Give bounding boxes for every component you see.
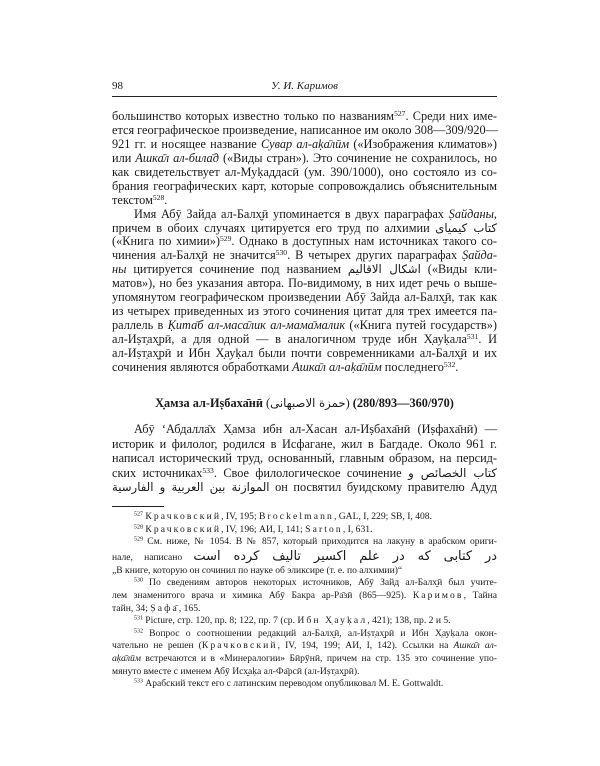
text-run: мянуто вместе с именем Абӯ Исх̮аḳа ал-Фа̄рсӣ (ал-Иṣт̣ах̮рӣ).	[112, 665, 360, 677]
text-run: Ṣайда-	[462, 248, 497, 263]
text-line	[112, 291, 497, 305]
footnote-ref: 529	[220, 234, 232, 244]
text-line	[112, 511, 497, 524]
text-run: .	[164, 192, 168, 207]
page-header	[112, 80, 497, 95]
text-run: , I, 631.	[342, 523, 373, 535]
text-line	[112, 640, 497, 653]
text-run: ется географическое произведение, написанное им около 308—309/920—	[112, 122, 498, 137]
text-run: из четырех приведенных из этого сочинения цитат для трех имеется па-	[112, 304, 497, 319]
text-line	[112, 361, 497, 375]
text-run: См. ниже, № 1054. В № 857, который приходится на лакуну в арабском ориги-	[142, 536, 497, 548]
text-run: последнего	[381, 359, 444, 374]
text-run: (	[262, 396, 271, 410]
text-run: или	[112, 150, 136, 165]
footnote	[112, 615, 497, 628]
arabic-text: كتاب الخصائص و	[408, 465, 497, 480]
footnote-ref: 531	[134, 615, 143, 622]
text-run: Сувар ал-аḳа̄лӣм	[260, 136, 350, 151]
footnote	[112, 577, 497, 615]
text-run: Каримов	[412, 589, 464, 601]
text-run: . Среди них име-	[405, 109, 497, 123]
text-run: упомянутом географическом произведении Абӯ Зайда ал-Балх̮ӣ, так как	[112, 290, 497, 305]
footnote-ref: 528	[152, 192, 165, 202]
text-run: Арабский текст его с латинским переводом опубликовал M. E. Gottwaldt.	[142, 678, 444, 690]
footnote-ref: 530	[275, 248, 288, 258]
text-run: Крачковский	[145, 523, 222, 535]
text-line	[112, 263, 497, 277]
text-run: («Виды стран»). Это сочинение не сохранилось, но	[218, 150, 497, 165]
page-number: 98	[112, 80, 123, 92]
text-line	[112, 124, 497, 138]
text-run: . Свое филологическое сочинение	[213, 465, 409, 480]
text-run: . И	[478, 332, 498, 346]
text-run: Абӯ ‘Абдалла̄х Х̣амза ибн ал-Хасан ал-Иṣбаха̄нӣ (Иṣфаха̄нӣ) —	[134, 422, 497, 436]
footnote	[112, 678, 497, 691]
text-run: Ḳита̄б ал-маса̄лик ал-мама̄малик	[167, 318, 346, 333]
text-run: 921 гг. и носящее название	[112, 136, 261, 151]
text-line	[112, 466, 497, 481]
text-line	[112, 333, 497, 347]
text-run: .	[455, 359, 459, 374]
arabic-text: اشكال الاقاليم	[347, 262, 421, 277]
text-line	[112, 194, 497, 208]
section-heading	[112, 396, 497, 410]
text-run: , Тайна	[463, 589, 498, 601]
arabic-text: الموازنة بين العربية و الفارسية	[112, 480, 270, 494]
text-line	[112, 347, 497, 361]
text-run: Крачковский	[145, 511, 222, 522]
footnote	[112, 524, 497, 537]
text-run: («Изображения климатов»)	[349, 136, 497, 151]
text-run: ны	[112, 262, 127, 277]
text-run: Sarton	[305, 523, 343, 535]
text-run: нале, написано	[112, 551, 194, 563]
text-line	[112, 666, 497, 679]
footnote	[112, 536, 497, 577]
text-run: лем знаменитого врача и химика Абӯ Бакра ар-Ра̄зӣ (865—925).	[112, 589, 413, 601]
footnote-ref: 532	[134, 628, 143, 635]
text-line	[112, 305, 497, 319]
text-line	[112, 653, 497, 666]
text-run: , IV, 195;	[221, 511, 260, 522]
text-line	[112, 110, 497, 124]
header-rule	[112, 96, 497, 97]
text-line	[112, 678, 497, 691]
arabic-text: كتاب كيمياى	[435, 220, 497, 235]
text-run: встречаются и в «Минералогии» Бӣрӯнӣ, причем на стр. 135 это сочинение упо-	[140, 652, 497, 664]
paragraph	[112, 422, 497, 495]
text-run: («Виды кли-	[420, 262, 497, 277]
main-text	[112, 110, 497, 375]
text-line	[112, 565, 497, 578]
footnote-ref: 533	[202, 465, 214, 475]
text-run: текстом	[112, 192, 153, 207]
paragraph	[112, 110, 497, 208]
text-line	[112, 451, 497, 466]
text-run: Ашка̄л ал-аḳа̄лӣм	[292, 359, 382, 374]
text-run: раллель в	[112, 318, 168, 333]
text-run: цитируется сочинение под названием	[126, 262, 348, 277]
main-text-continued	[112, 422, 497, 495]
text-run: Ṣайданы,	[448, 206, 497, 221]
text-run: тайн, 34;	[112, 602, 151, 614]
text-run: По сведениям авторов некоторых источников, Абӯ Зайд ал-Балх̮ӣ был учите-	[142, 577, 497, 589]
footnote-ref: 527	[394, 108, 406, 118]
footnote	[112, 511, 497, 524]
text-line	[112, 590, 497, 603]
text-line	[112, 249, 497, 263]
text-run: , IV, 196; АИ, I, 141;	[221, 523, 306, 535]
text-run: . Однако в доступных нам источниках такого со-	[231, 234, 497, 249]
text-line	[112, 152, 497, 166]
text-line	[112, 166, 497, 180]
paragraph	[112, 208, 497, 375]
text-run: чинения ал-Балх̮ӣ не значится	[112, 248, 276, 263]
text-line	[112, 628, 497, 641]
text-run: написал исторический труд, основанный, главным образом, на персид-	[112, 451, 497, 465]
text-run: он посвятил буидскому правителю Адуд	[269, 480, 497, 494]
footnote-rule	[112, 506, 164, 507]
footnote-ref: 529	[134, 536, 143, 543]
text-run: Имя Абӯ Зайда ал-Балх̮ӣ упоминается в двух параграфах	[134, 206, 449, 221]
footnote	[112, 628, 497, 678]
footnote-ref: 528	[134, 524, 143, 531]
text-run: Ṣафа̄	[150, 602, 179, 614]
text-run: )	[345, 396, 353, 410]
text-line	[112, 138, 497, 152]
text-run: Ашка̄л ал-била̄д	[135, 150, 219, 165]
footnote-ref: 532	[443, 359, 456, 369]
text-run: Х̣амза ал-Иṣбаха̄нӣ	[155, 396, 263, 410]
text-run: матов»), но без указания автора. По-видимому, в них идет речь о выше-	[112, 276, 497, 291]
text-run: , 165.	[178, 602, 201, 614]
text-run: Крачковский	[201, 640, 278, 652]
text-run: , GAL, I, 229; SB, I, 408.	[333, 511, 433, 522]
text-run: ал-Иṣт̣ах̮рӣ, а для одной — в аналогичном труде ибн Х̣ауḳала	[112, 332, 467, 346]
footnote-ref: 530	[134, 578, 143, 585]
text-run: чательно не решен (	[112, 640, 202, 652]
text-line	[112, 549, 497, 565]
text-line	[112, 319, 497, 333]
text-line	[112, 603, 497, 616]
footnote-ref: 531	[466, 331, 479, 341]
text-line	[112, 480, 497, 495]
text-line	[112, 524, 497, 537]
text-run: («Книга путей государств»)	[345, 318, 497, 333]
text-run: сочинения являются обработками	[112, 359, 293, 374]
text-run: историк и филолог, родился в Исфагане, жил в Багдаде. Около 961 г.	[112, 436, 497, 451]
text-line	[112, 615, 497, 628]
footnote-ref: 533	[134, 678, 143, 685]
text-run: „В книге, которую он сочинил по науке об эликсире (т. е. по алхимии)“	[112, 564, 403, 576]
text-run: Ашка̄л ал-	[453, 640, 498, 652]
text-run: большинство которых известно только по названиям	[112, 109, 395, 123]
text-run: Brockelmann	[259, 511, 334, 522]
running-title: У. И. Каримов	[271, 80, 338, 92]
text-run: как свидетельствует ал-Муḳаддасӣ (ум. 390/1000), оно состояло из со-	[112, 164, 497, 179]
text-run: , IV, 194, 199; АИ, I, 142). Ссылки на	[277, 640, 454, 652]
text-run: , 421); 138, пр. 2 и 5.	[367, 615, 451, 627]
text-run: ских источниках	[112, 465, 203, 480]
text-line	[112, 437, 497, 452]
text-run: Picture, стр. 120, пр. 8; 122, пр. 7 (ср.	[142, 615, 298, 627]
footnote-ref: 527	[134, 511, 143, 518]
text-line	[112, 208, 497, 222]
text-run: ал-Иṣт̣ах̮рӣ и Ибн Х̣ауḳал были почти современниками ал-Балх̮ӣ и их	[112, 345, 497, 360]
text-line	[112, 422, 497, 437]
text-run: причем в обоих случаях цитируется его труд по алхимии	[112, 220, 436, 235]
text-run: . В четырех других параграфах	[287, 248, 463, 263]
text-run: Вопрос о соотношении редакций ал-Балх̮ӣ, ал-Иṣт̣ах̮рӣ и Ибн Х̣ауḳала окон-	[142, 627, 497, 639]
text-run: (280/893—360/970)	[352, 396, 454, 410]
text-run: («Книга по химии»)	[112, 234, 220, 249]
text-run: брания географических карт, которые сопровождались объяснительным	[112, 178, 497, 193]
text-run: Ибн Х̣ауḳал	[297, 615, 368, 627]
text-line	[112, 277, 497, 291]
text-line	[112, 536, 497, 549]
text-line	[112, 577, 497, 590]
text-line	[112, 180, 497, 194]
footnotes	[112, 511, 497, 691]
arabic-text: حمزة الاصبهانى	[270, 396, 346, 410]
text-run: аḳа̄лӣм	[112, 652, 141, 664]
arabic-text: در کتابی که در علم اکسیر تالیف کرده است	[193, 548, 497, 564]
